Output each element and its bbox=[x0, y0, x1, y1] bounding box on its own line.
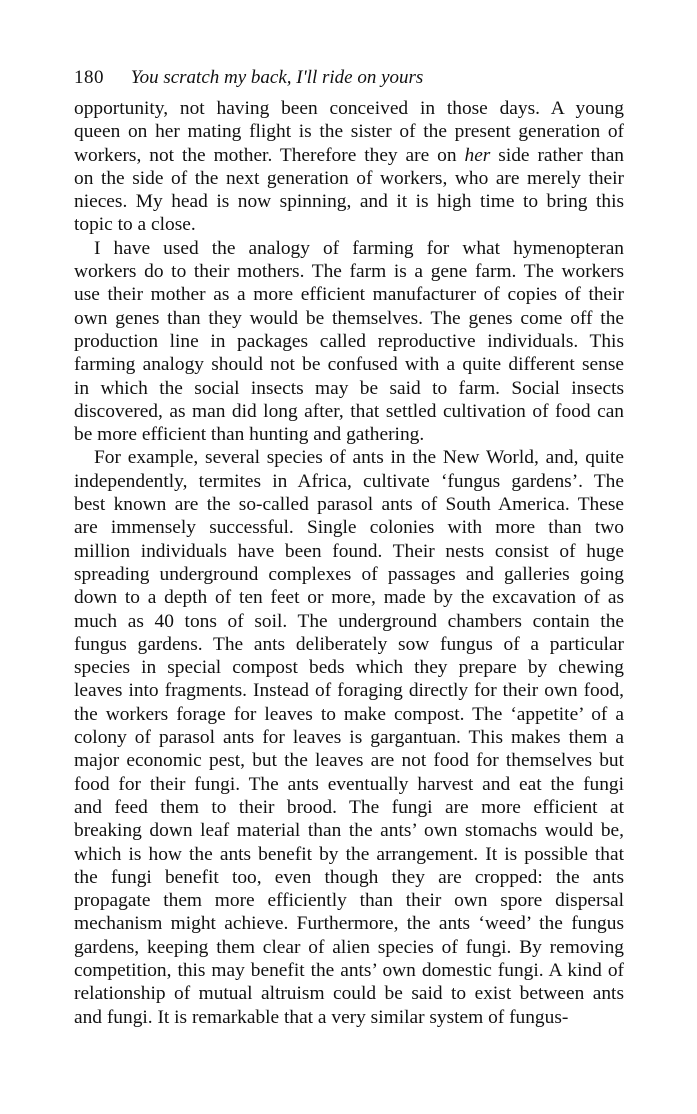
running-head-title: You scratch my back, I'll ride on yours bbox=[130, 67, 424, 88]
text-line: independently, termites in Africa, cultivate ‘fungus gardens’. The bbox=[74, 470, 624, 492]
text-line: gardens, keeping them clear of alien species of fungi. By removing bbox=[74, 936, 624, 958]
paragraph bbox=[74, 97, 624, 237]
text-line: fungus gardens. The ants deliberately sow fungus of a particular bbox=[74, 633, 624, 655]
text-line: topic to a close. bbox=[74, 214, 196, 236]
text-line: queen on her mating flight is the sister of the present generation of bbox=[74, 121, 624, 143]
text-line: production line in packages called reproductive individuals. This bbox=[74, 330, 624, 352]
text-line: are immensely successful. Single colonies with more than two bbox=[74, 517, 624, 539]
page-number: 180 bbox=[74, 67, 104, 88]
text-line: be more efficient than hunting and gathering. bbox=[74, 424, 425, 446]
text-line: use their mother as a more efficient manufacturer of copies of their bbox=[74, 284, 624, 306]
text-line: colony of parasol ants for leaves is gargantuan. This makes them a bbox=[74, 727, 624, 749]
book-page bbox=[74, 66, 624, 1029]
text-line: mechanism might achieve. Furthermore, the ants ‘weed’ the fungus bbox=[74, 913, 624, 935]
text-line: own genes than they would be themselves. The genes come off the bbox=[74, 307, 624, 329]
text-line: major economic pest, but the leaves are not food for themselves but bbox=[74, 750, 624, 772]
text-line: down to a depth of ten feet or more, made by the excavation of as bbox=[74, 587, 624, 609]
text-line: relationship of mutual altruism could be said to exist between ants bbox=[74, 983, 624, 1005]
text-line: For example, several species of ants in the New World, and, quite bbox=[94, 447, 624, 469]
text-line: breaking down leaf material than the ants’ own stomachs would be, bbox=[74, 820, 624, 842]
paragraph bbox=[74, 446, 624, 1028]
text-line: opportunity, not having been conceived in those days. A young bbox=[74, 98, 624, 119]
text-line: on the side of the next generation of workers, who are merely their bbox=[74, 167, 624, 189]
text-line: competition, this may benefit the ants’ own domestic fungi. A kind of bbox=[74, 959, 624, 981]
text-line: nieces. My head is now spinning, and it is high time to bring this bbox=[74, 191, 624, 213]
text-line: in which the social insects may be said to farm. Social insects bbox=[74, 377, 624, 399]
text-line: propagate them more efficiently than their own spore dispersal bbox=[74, 890, 624, 912]
text-line: leaves into fragments. Instead of foraging directly for their own food, bbox=[74, 680, 624, 702]
text-line: million individuals have been found. Their nests consist of huge bbox=[74, 540, 624, 562]
running-head bbox=[74, 66, 624, 90]
text-line: the fungi benefit too, even though they are cropped: the ants bbox=[74, 866, 624, 888]
body-text bbox=[74, 97, 624, 1029]
text-line: farming analogy should not be confused with a quite different sense bbox=[74, 354, 624, 376]
text-line: which is how the ants benefit by the arrangement. It is possible that bbox=[74, 843, 624, 865]
text-line: species in special compost beds which they prepare by chewing bbox=[74, 657, 624, 679]
text-line: and feed them to their brood. The fungi are more efficient at bbox=[74, 796, 624, 818]
text-line: much as 40 tons of soil. The underground chambers contain the bbox=[74, 610, 624, 632]
text-line: discovered, as man did long after, that settled cultivation of food can bbox=[74, 400, 624, 422]
text-line: workers, not the mother. Therefore they are on her side rather than bbox=[74, 144, 625, 166]
paragraph bbox=[74, 237, 624, 447]
text-line: food for their fungi. The ants eventually harvest and eat the fungi bbox=[74, 773, 624, 795]
text-line: I have used the analogy of farming for what hymenopteran bbox=[94, 237, 624, 259]
text-line: workers do to their mothers. The farm is a gene farm. The workers bbox=[74, 261, 624, 283]
text-line: and fungi. It is remarkable that a very similar system of fungus- bbox=[74, 1006, 569, 1028]
text-line: best known are the so-called parasol ants of South America. These bbox=[74, 494, 624, 516]
text-line: spreading underground complexes of passages and galleries going bbox=[74, 563, 624, 585]
text-line: the workers forage for leaves to make compost. The ‘appetite’ of a bbox=[74, 703, 624, 725]
